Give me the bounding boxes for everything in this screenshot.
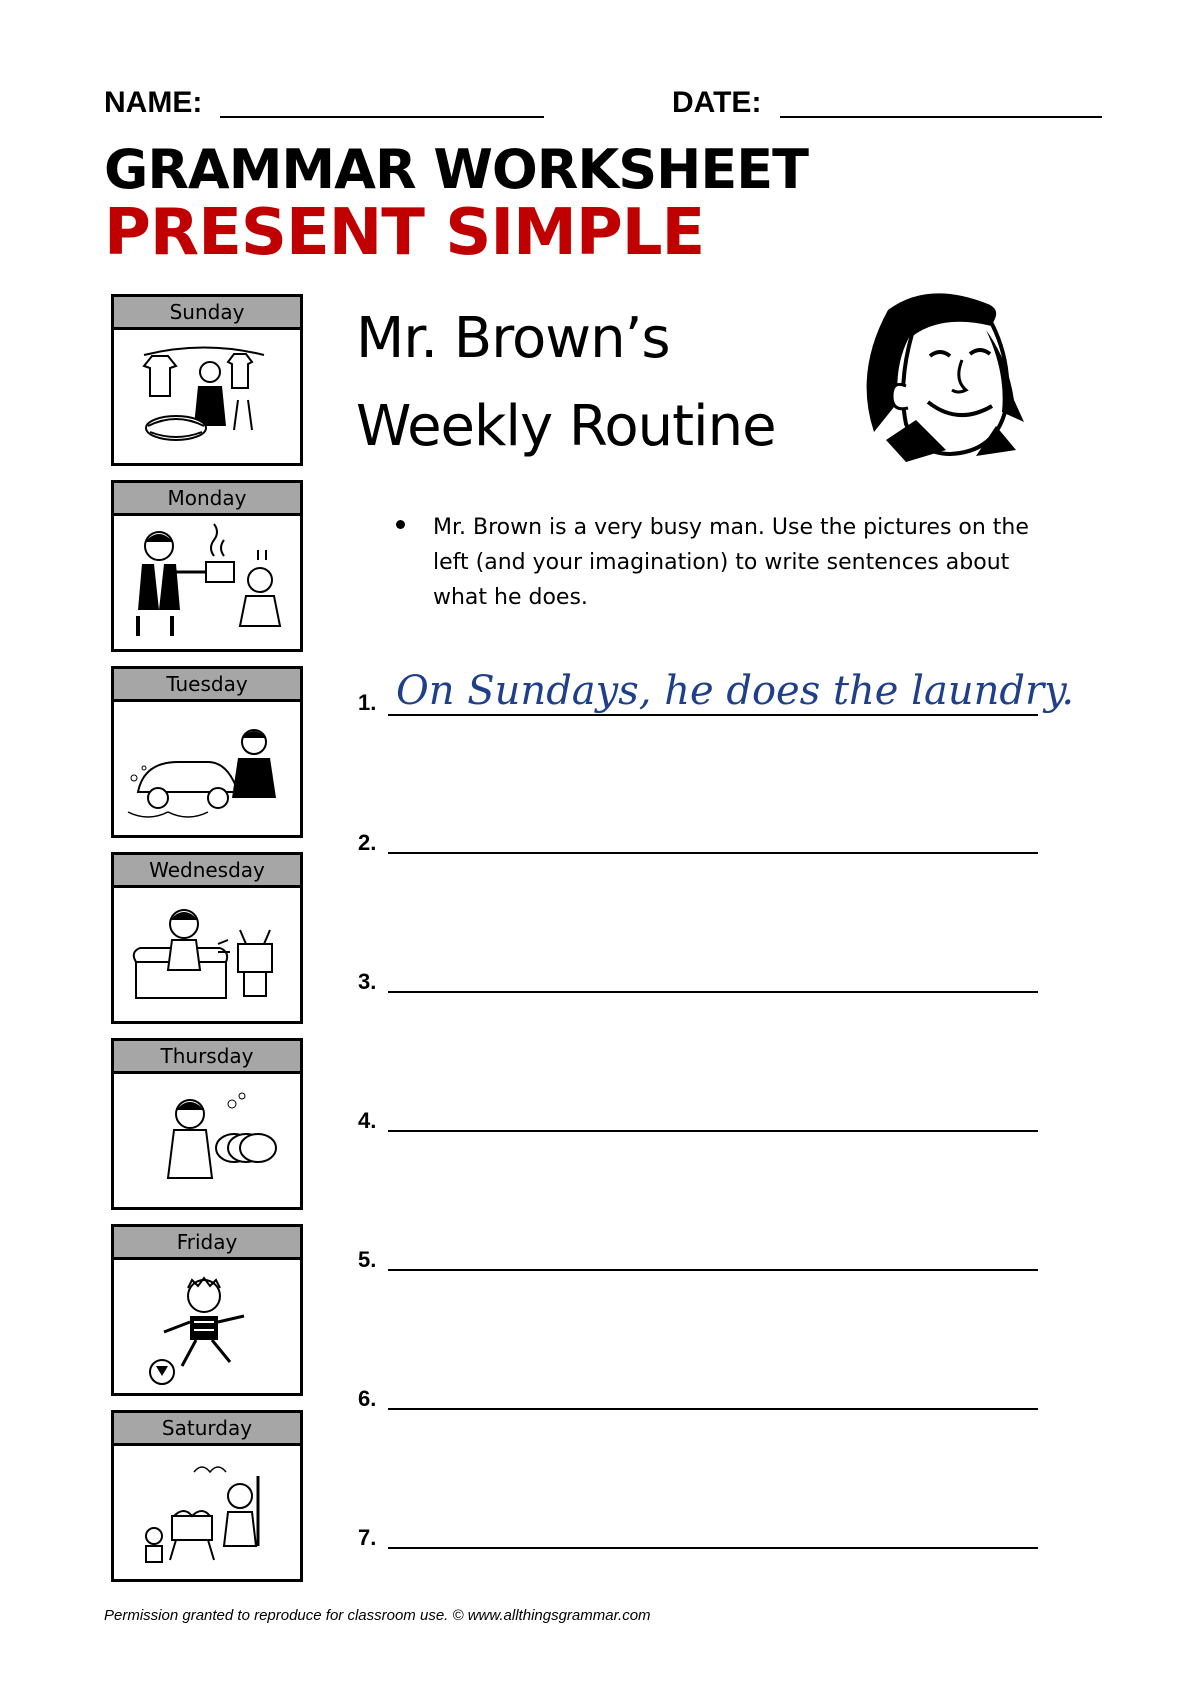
- day-box-wednesday: [111, 852, 303, 1024]
- question-number-1: 1.: [358, 690, 377, 715]
- question-number-6: 6.: [358, 1386, 377, 1411]
- footer-permission-text: Permission granted to reproduce for classroom use. © www.allthingsgrammar.com: [104, 1607, 651, 1624]
- day-label: Monday: [114, 483, 300, 516]
- heading-line2: Weekly Routine: [356, 394, 776, 459]
- day-box-tuesday: [111, 666, 303, 838]
- day-label: Wednesday: [114, 855, 300, 888]
- day-label: Thursday: [114, 1041, 300, 1074]
- question-number-2: 2.: [358, 830, 377, 855]
- cooking-icon: [114, 516, 300, 649]
- bullet-icon: [396, 520, 405, 529]
- tv-couch-icon: [114, 888, 300, 1021]
- day-box-friday: [111, 1224, 303, 1396]
- question-number-7: 7.: [358, 1525, 377, 1550]
- question-number-4: 4.: [358, 1108, 377, 1133]
- laundry-icon: [114, 330, 300, 463]
- day-label: Friday: [114, 1227, 300, 1260]
- car-wash-icon: [114, 702, 300, 835]
- day-label: Saturday: [114, 1413, 300, 1446]
- answer-line-6[interactable]: [388, 1408, 1038, 1410]
- answer-line-1[interactable]: [388, 714, 1038, 716]
- day-label: Sunday: [114, 297, 300, 330]
- worksheet-title: GRAMMAR WORKSHEET: [104, 138, 808, 201]
- date-label: DATE:: [672, 86, 762, 119]
- name-label: NAME:: [104, 86, 203, 119]
- day-label: Tuesday: [114, 669, 300, 702]
- day-box-thursday: [111, 1038, 303, 1210]
- question-number-3: 3.: [358, 969, 377, 994]
- mr-brown-face-icon: [866, 290, 1026, 462]
- soccer-icon: [114, 1260, 300, 1393]
- instructions-text: Mr. Brown is a very busy man. Use the pictures on the left (and your imagination) to write sentences about what he does.: [433, 515, 1029, 610]
- date-field[interactable]: [780, 116, 1102, 118]
- heading-line1: Mr. Brown’s: [356, 306, 670, 371]
- question-number-5: 5.: [358, 1247, 377, 1272]
- answer-line-4[interactable]: [388, 1130, 1038, 1132]
- example-answer: On Sundays, he does the laundry.: [396, 668, 1075, 714]
- name-field[interactable]: [220, 116, 544, 118]
- day-box-saturday: [111, 1410, 303, 1582]
- answer-line-2[interactable]: [388, 852, 1038, 854]
- answer-line-7[interactable]: [388, 1547, 1038, 1549]
- answer-line-3[interactable]: [388, 991, 1038, 993]
- day-box-monday: [111, 480, 303, 652]
- answer-line-5[interactable]: [388, 1269, 1038, 1271]
- barbecue-icon: [114, 1446, 300, 1579]
- worksheet-subtitle: PRESENT SIMPLE: [104, 196, 705, 270]
- dishes-icon: [114, 1074, 300, 1207]
- day-box-sunday: [111, 294, 303, 466]
